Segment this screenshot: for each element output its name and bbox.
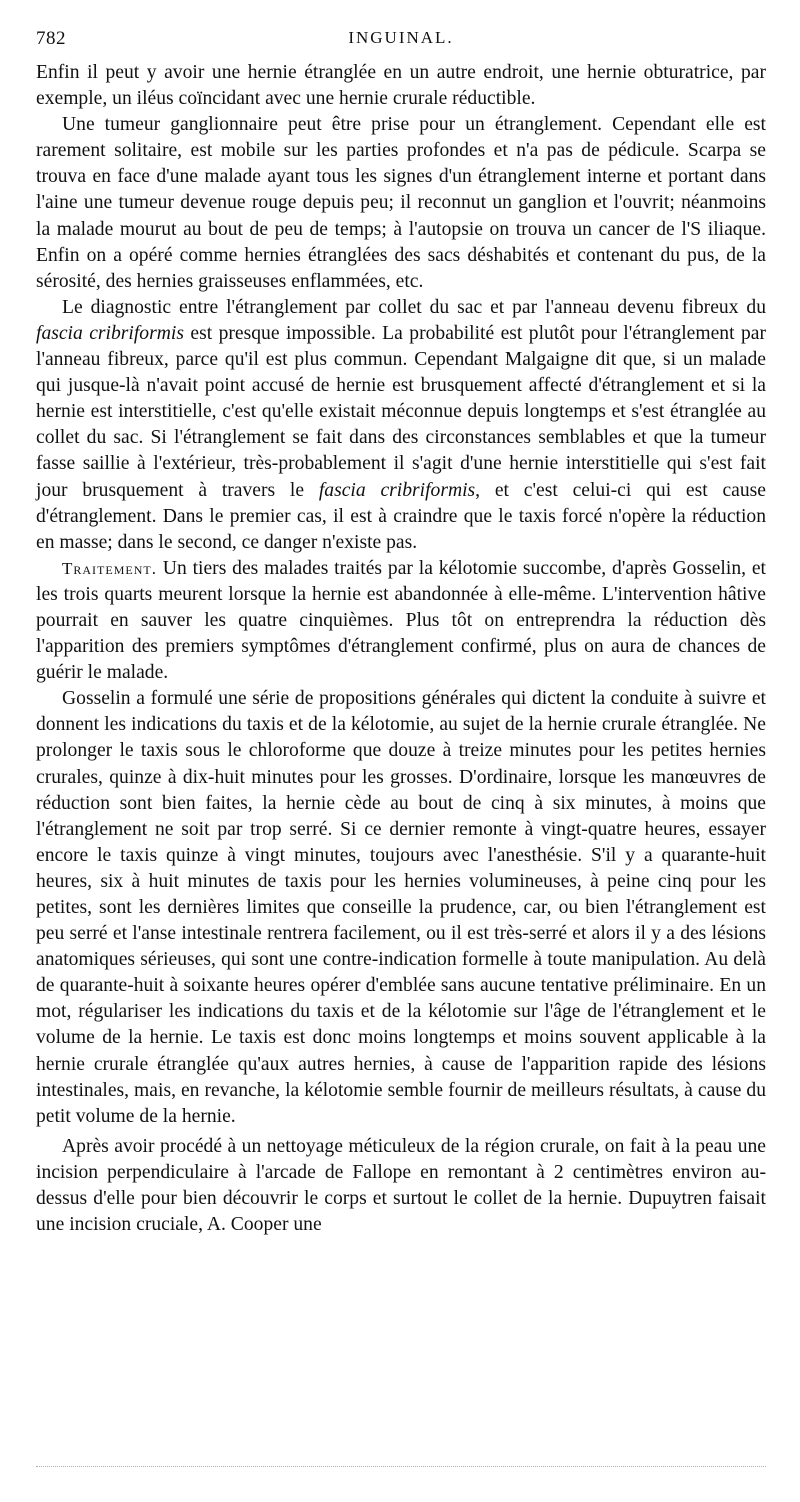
paragraph-3 xyxy=(36,295,766,556)
paragraph-6: Après avoir procédé à un nettoyage méticuleux de la région crurale, on fait à la peau une incision perpendiculaire à l'arcade de Fallope en remontant à 2 centimètres environ au-dessus d'elle pour bien découvrir le corps et surtout le collet de la hernie. Dupuytren faisait une incision cruciale, A. Cooper une xyxy=(36,1135,766,1236)
running-head: INGUINAL. xyxy=(348,28,454,47)
book-page xyxy=(36,28,766,1238)
section-label-traitement: Traitement. xyxy=(62,558,157,578)
paragraph-3-text-a: Le diagnostic entre l'étranglement par collet du sac et par l'anneau devenu fibreux du xyxy=(62,296,766,318)
paragraph-3-italic-a: fascia cribriformis xyxy=(36,322,184,344)
page-header xyxy=(36,28,766,50)
paragraph-4 xyxy=(36,556,766,686)
paragraph-5: Gosselin a formulé une série de propositions générales qui dictent la conduite à suivre et donnent les indications du taxis et de la kélotomie, au sujet de la hernie crurale étranglée. Ne prolonger le taxis sous le chloroforme que douze à treize minutes pour les petites hernies crurales, quinze à dix-huit minutes pour les grosses. D'ordinaire, lorsque les manœuvres de réduction sont bien faites, la hernie cède au bout de cinq à six minutes, à moins que l'étranglement ne soit par trop serré. Si ce dernier remonte à vingt-quatre heures, essayer encore le taxis quinze à vingt minutes, toujours avec l'anesthésie. S'il y a quarante-huit heures, six à huit minutes de taxis pour les hernies volumineuses, à peine cinq pour les petites, sont les dernières limites que conseille la prudence, car, ou bien l'étranglement est peu serré et l'anse intestinale rentrera facilement, ou il est très-serré et alors il y a des lésions anatomiques sérieuses, qui sont une contre-indication formelle à toute manipulation. Au delà de quarante-huit à soixante heures opérer d'emblée sans aucune tentative préliminaire. En un mot, régulariser les indications du taxis et de la kélotomie sur l'âge de l'étranglement et le volume de la hernie. Le taxis est donc moins longtemps et moins souvent applicable à la hernie crurale étranglée qu'aux autres hernies, à cause de l'apparition rapide des lésions intestinales, mais, en revanche, la kélotomie semble fournir de meilleurs résultats, à cause du petit volume de la hernie. xyxy=(36,688,766,1127)
paragraph-2: Une tumeur ganglionnaire peut être prise pour un étranglement. Cependant elle est rarement solitaire, est mobile sur les parties profondes et n'a pas de pédicule. Scarpa se trouva en face d'une malade ayant tous les signes d'un étranglement interne et portant dans l'aine une tumeur devenue rouge depuis peu; il reconnut un ganglion et l'ouvrit; néanmoins la malade mourut au bout de peu de temps; à l'autopsie on trouva un cancer de l'S iliaque. Enfin on a opéré comme hernies étranglées des sacs déshabités et contenant du pus, de la sérosité, des hernies graisseuses enflammées, etc. xyxy=(36,114,766,292)
paragraph-3-text-b: est presque impossible. La probabilité est plutôt pour l'étranglement par l'anneau fibreux, parce qu'il est plus commun. Cependant Malgaigne dit que, si un malade qui jusque-là n'avait point accusé de hernie est brusquement affecté d'étranglement et si la hernie est interstitielle, c'est qu'elle existait méconnue depuis longtemps et s'est étranglée au collet du sac. Si l'étranglement se fait dans des circonstances semblables et que la tumeur fasse saillie à l'extérieur, très-probablement il s'agit d'une hernie interstitielle qui s'est fait jour brusquement à travers le xyxy=(36,322,766,501)
paragraph-3-text-c: , et c'est celui-ci qui est cause d'étranglement. Dans le premier cas, il est à craindre que le taxis forcé n'opère la réduction en masse; dans le second, ce danger n'existe pas. xyxy=(36,479,766,553)
paragraph-1: Enfin il peut y avoir une hernie étranglée en un autre endroit, une hernie obturatrice, par exemple, un iléus coïncidant avec une hernie crurale réductible. xyxy=(36,62,766,110)
paragraph-4-text: Un tiers des malades traités par la kélotomie succombe, d'après Gosselin, et les trois quarts meurent lorsque la hernie est abandonnée à elle-même. L'intervention hâtive pourrait en sauver les quatre cinquièmes. Plus tôt on entreprendra la réduction dès l'apparition des premiers symptômes d'étranglement confirmé, plus on aura de chances de guérir le malade. xyxy=(36,557,766,684)
footer-rule xyxy=(36,1466,766,1467)
page-number: 782 xyxy=(36,28,66,49)
paragraph-3-italic-b: fascia cribriformis xyxy=(318,479,476,501)
